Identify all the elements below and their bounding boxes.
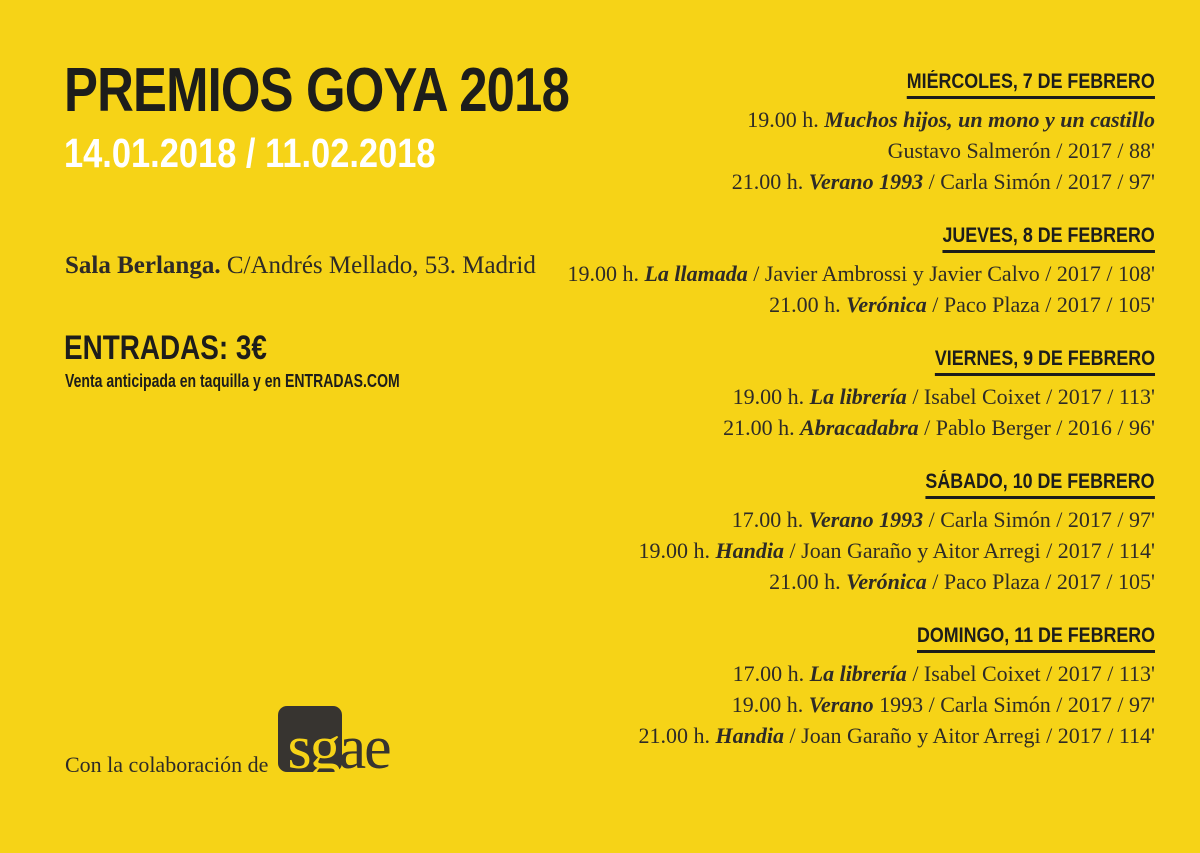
film-text: 17.00 h.	[731, 507, 809, 532]
film-text: 1993 / Carla Simón / 2017 / 97'	[873, 692, 1155, 717]
day-block	[723, 347, 1155, 443]
film-title: Muchos hijos, un mono y un castillo	[824, 107, 1155, 132]
film-text: 21.00 h.	[638, 723, 716, 748]
film-title: Abracadabra	[800, 415, 919, 440]
film-text: 19.00 h.	[747, 107, 825, 132]
film-text: 21.00 h.	[723, 415, 801, 440]
venue-name: Sala Berlanga.	[65, 252, 221, 279]
sgae-logo	[278, 706, 428, 794]
film-text: 21.00 h.	[769, 569, 847, 594]
film-text: 19.00 h.	[732, 384, 810, 409]
film-title: Verónica	[846, 569, 927, 594]
film-line	[723, 412, 1155, 443]
film-text: / Isabel Coixet / 2017 / 113'	[906, 384, 1155, 409]
film-line	[732, 504, 1155, 535]
tickets-note: Venta anticipada en taquilla y en ENTRADAS.COM	[65, 371, 400, 391]
film-text: / Joan Garaño y Aitor Arregi / 2017 / 114'	[784, 538, 1155, 563]
film-text: 19.00 h.	[567, 261, 645, 286]
day-block	[639, 470, 1155, 597]
day-header: SÁBADO, 10 DE FEBRERO	[926, 470, 1155, 499]
film-line	[639, 720, 1155, 751]
film-text: / Javier Ambrossi y Javier Calvo / 2017 / 108'	[747, 261, 1155, 286]
film-text: / Carla Simón / 2017 / 97'	[923, 507, 1155, 532]
film-text: / Paco Plaza / 2017 / 105'	[926, 292, 1155, 317]
film-line	[732, 166, 1155, 197]
film-text: Gustavo Salmerón / 2017 / 88'	[887, 138, 1155, 163]
venue-address: C/Andrés Mellado, 53. Madrid	[220, 252, 536, 279]
film-text: / Carla Simón / 2017 / 97'	[923, 169, 1155, 194]
day-header: DOMINGO, 11 DE FEBRERO	[917, 624, 1155, 653]
film-text: 19.00 h.	[731, 692, 809, 717]
film-line	[639, 535, 1155, 566]
film-text: 21.00 h.	[769, 292, 847, 317]
sgae-logo-word	[287, 704, 389, 792]
day-header: VIERNES, 9 DE FEBRERO	[935, 347, 1155, 376]
film-text: / Paco Plaza / 2017 / 105'	[926, 569, 1155, 594]
film-title: Verano 1993	[808, 169, 924, 194]
film-text: / Pablo Berger / 2016 / 96'	[918, 415, 1155, 440]
film-title: La llamada	[644, 261, 748, 286]
film-line	[769, 289, 1155, 320]
film-title: Handia	[715, 538, 785, 563]
film-text: / Isabel Coixet / 2017 / 113'	[906, 661, 1155, 686]
date-range: 14.01.2018 / 11.02.2018	[64, 130, 436, 176]
film-text: / Joan Garaño y Aitor Arregi / 2017 / 114'	[784, 723, 1155, 748]
film-line	[733, 658, 1155, 689]
film-title: Verano 1993	[808, 507, 924, 532]
film-title: Handia	[715, 723, 785, 748]
film-title: Verónica	[846, 292, 927, 317]
film-line	[888, 135, 1155, 166]
film-line	[769, 566, 1155, 597]
collaboration-row	[65, 706, 428, 794]
schedule	[567, 70, 1155, 751]
day-block	[567, 224, 1155, 320]
film-text: 21.00 h.	[731, 169, 809, 194]
film-line	[732, 689, 1155, 720]
day-block	[732, 70, 1155, 197]
tickets-price: ENTRADAS: 3€	[64, 329, 267, 367]
day-block	[639, 624, 1155, 751]
venue-line	[65, 252, 536, 280]
film-title: La librería	[809, 384, 907, 409]
film-line	[747, 104, 1155, 135]
day-header: MIÉRCOLES, 7 DE FEBRERO	[907, 70, 1155, 99]
sgae-logo-sg: sg	[287, 714, 339, 782]
film-title: Verano	[808, 692, 874, 717]
sgae-logo-ae: ae	[338, 714, 390, 782]
film-text: 19.00 h.	[638, 538, 716, 563]
film-line	[567, 258, 1155, 289]
collaboration-text: Con la colaboración de	[65, 752, 269, 777]
film-title: La librería	[809, 661, 907, 686]
day-header: JUEVES, 8 DE FEBRERO	[943, 224, 1155, 253]
page-title: PREMIOS GOYA 2018	[64, 56, 570, 125]
film-text: 17.00 h.	[732, 661, 810, 686]
film-line	[733, 381, 1155, 412]
